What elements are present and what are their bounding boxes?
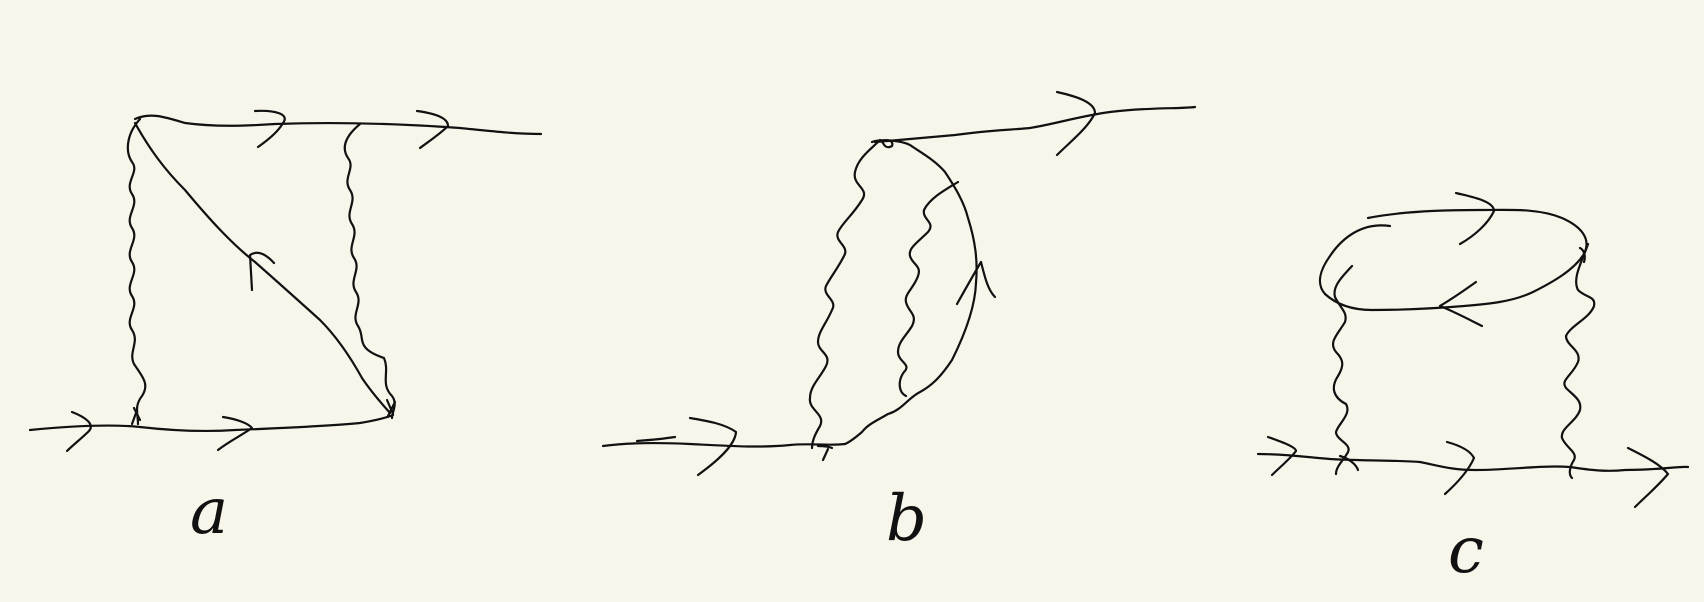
diagram-c-right-photon (1562, 244, 1594, 478)
diagram-c-loop-arrow-top (1456, 193, 1494, 244)
diagram-b-top-fermion-line (875, 107, 1195, 142)
diagram-b-bottom-fermion-line (603, 443, 845, 447)
diagram-c-bottom-arrow-1 (1268, 437, 1296, 475)
diagram-a-label: a (190, 475, 229, 549)
diagram-b-label: b (886, 482, 927, 556)
diagram-a-right-photon (345, 124, 395, 418)
diagram-b-loop-vertex-mark (882, 140, 892, 147)
diagram-c-left-photon (1333, 266, 1352, 474)
diagram-a-diagonal-arrow (250, 253, 274, 290)
diagram-b-outer-photon (810, 140, 880, 448)
diagram-b-bottom-arrow-2 (690, 418, 736, 475)
diagram-b-bottom-arrow-1 (637, 437, 675, 441)
diagram-c-bottom-arrow-3 (1628, 448, 1668, 507)
diagram-a-top-arrow-2 (417, 111, 448, 148)
diagram-a-top-arrow-1 (255, 111, 285, 147)
diagram-a-bottom-arrow-1 (67, 412, 91, 451)
feynman-diagram-b (603, 92, 1195, 556)
diagram-b-top-arrow (1057, 92, 1095, 155)
diagram-a-diagonal-line (135, 123, 390, 413)
diagram-a-top-fermion-line (135, 116, 541, 134)
diagram-a-left-photon (128, 119, 145, 424)
diagram-b-vertex-mark (818, 446, 832, 460)
diagram-c-left-vertex-mark (1340, 456, 1358, 470)
diagram-c-top-loop (1320, 210, 1587, 310)
feynman-diagram-c (1258, 193, 1688, 588)
diagram-a-bottom-arrow-2 (218, 417, 252, 450)
diagram-c-label: c (1448, 514, 1484, 588)
feynman-diagram-a (30, 111, 541, 549)
diagram-b-loop (845, 140, 977, 444)
